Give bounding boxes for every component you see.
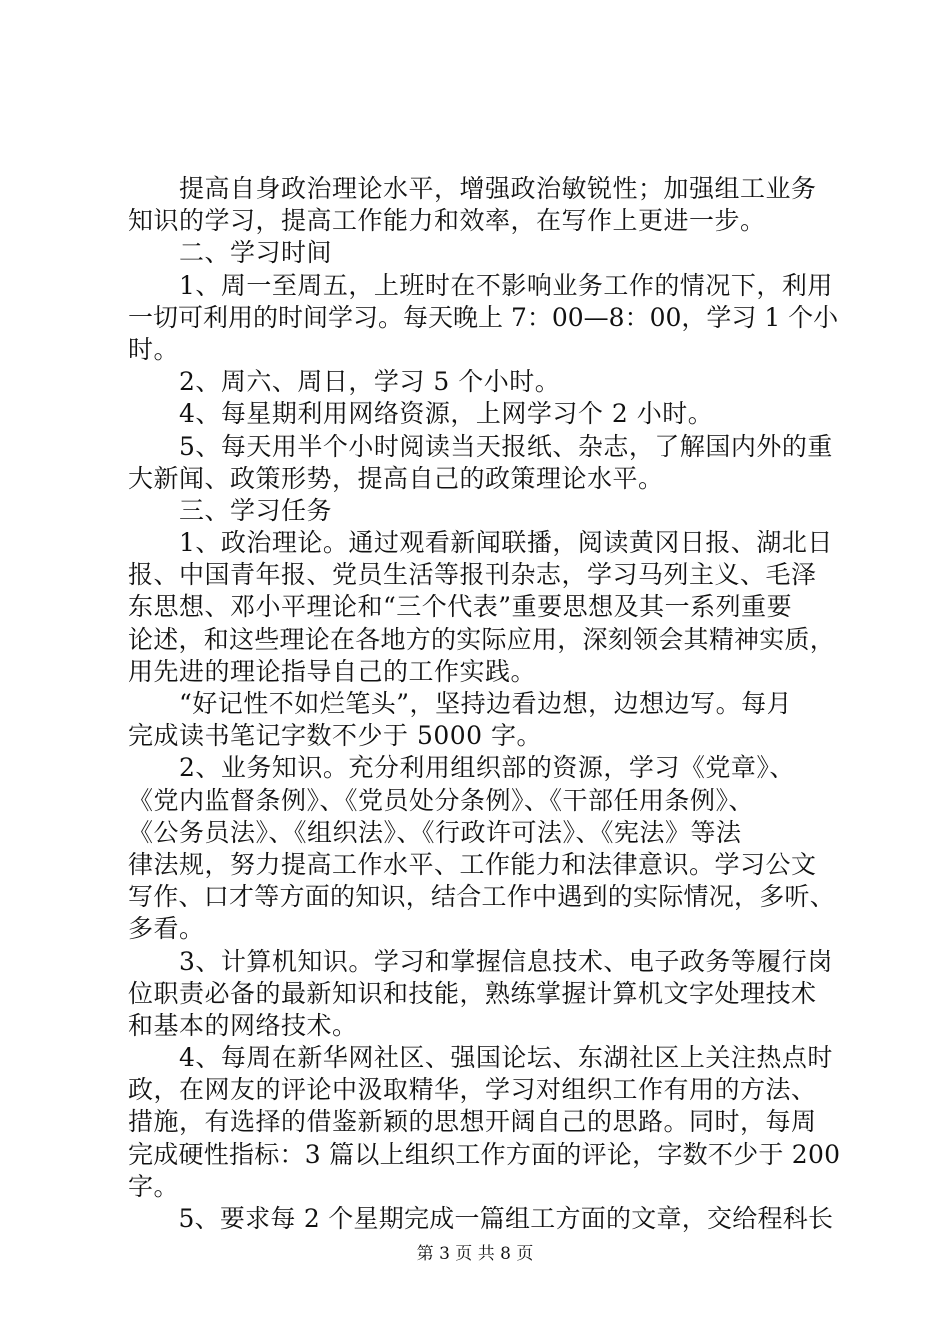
text-line: 措施，有选择的借鉴新颖的思想开阔自己的思路。同时，每周: [128, 1107, 817, 1137]
text-line: 知识的学习，提高工作能力和效率，在写作上更进一步。: [128, 206, 766, 236]
section-heading: 三、学习任务: [128, 495, 333, 525]
page-number-footer: 第 3 页 共 8 页: [416, 1244, 534, 1264]
document-body: [128, 173, 840, 1235]
text-line: 时。: [128, 334, 180, 364]
text-line: 大新闻、政策形势，提高自己的政策理论水平。: [128, 463, 664, 493]
text-line: 2、业务知识。充分利用组织部的资源，学习《党章》、: [128, 753, 795, 783]
text-line: 完成硬性指标：3 篇以上组织工作方面的评论，字数不少于 200: [128, 1139, 841, 1169]
text-line: 用先进的理论指导自己的工作实践。: [128, 656, 537, 686]
section-heading: 二、学习时间: [128, 238, 333, 268]
text-line: 2、周六、周日，学习 5 个小时。: [128, 367, 561, 397]
text-line: 多看。: [128, 914, 205, 944]
text-line: 《公务员法》、《组织法》、《行政许可法》、《宪法》等法: [128, 817, 742, 847]
text-line: 3、计算机知识。学习和掌握信息技术、电子政务等履行岗: [128, 946, 833, 976]
text-line: 政，在网友的评论中汲取精华，学习对组织工作有用的方法、: [128, 1075, 817, 1105]
text-line: 5、每天用半个小时阅读当天报纸、杂志，了解国内外的重: [128, 431, 833, 461]
text-line: 5、要求每 2 个星期完成一篇组工方面的文章，交给程科长: [128, 1204, 834, 1233]
text-line: 4、每星期利用网络资源，上网学习个 2 小时。: [128, 399, 714, 429]
text-line: 1、周一至周五，上班时在不影响业务工作的情况下，利用: [128, 270, 833, 300]
text-line: 论述，和这些理论在各地方的实际应用，深刻领会其精神实质，: [128, 624, 836, 654]
text-line: 一切可利用的时间学习。每天晚上 7：00—8：00，学习 1 个小: [128, 302, 839, 332]
text-line: 1、政治理论。通过观看新闻联播，阅读黄冈日报、湖北日: [128, 528, 833, 558]
text-line: 和基本的网络技术。: [128, 1010, 358, 1040]
text-line: 律法规，努力提高工作水平、工作能力和法律意识。学习公文: [128, 849, 817, 879]
text-line: 报、中国青年报、党员生活等报刊杂志，学习马列主义、毛泽: [128, 560, 817, 590]
text-line: 写作、口才等方面的知识，结合工作中遇到的实际情况，多听、: [128, 882, 836, 912]
text-line: 东思想、邓小平理论和“三个代表”重要思想及其一系列重要: [128, 592, 793, 622]
text-line: 《党内监督条例》、《党员处分条例》、《干部任用条例》、: [128, 785, 755, 815]
text-line: 4、每周在新华网社区、强国论坛、东湖社区上关注热点时: [128, 1043, 833, 1073]
text-line: “好记性不如烂笔头”，坚持边看边想，边想边写。每月: [128, 689, 793, 718]
text-line: 完成读书笔记字数不少于 5000 字。: [128, 721, 543, 751]
text-line: 提高自身政治理论水平，增强政治敏锐性；加强组工业务: [128, 174, 817, 203]
text-line: 位职责必备的最新知识和技能，熟练掌握计算机文字处理技术: [128, 978, 817, 1008]
text-line: 字。: [128, 1171, 180, 1201]
